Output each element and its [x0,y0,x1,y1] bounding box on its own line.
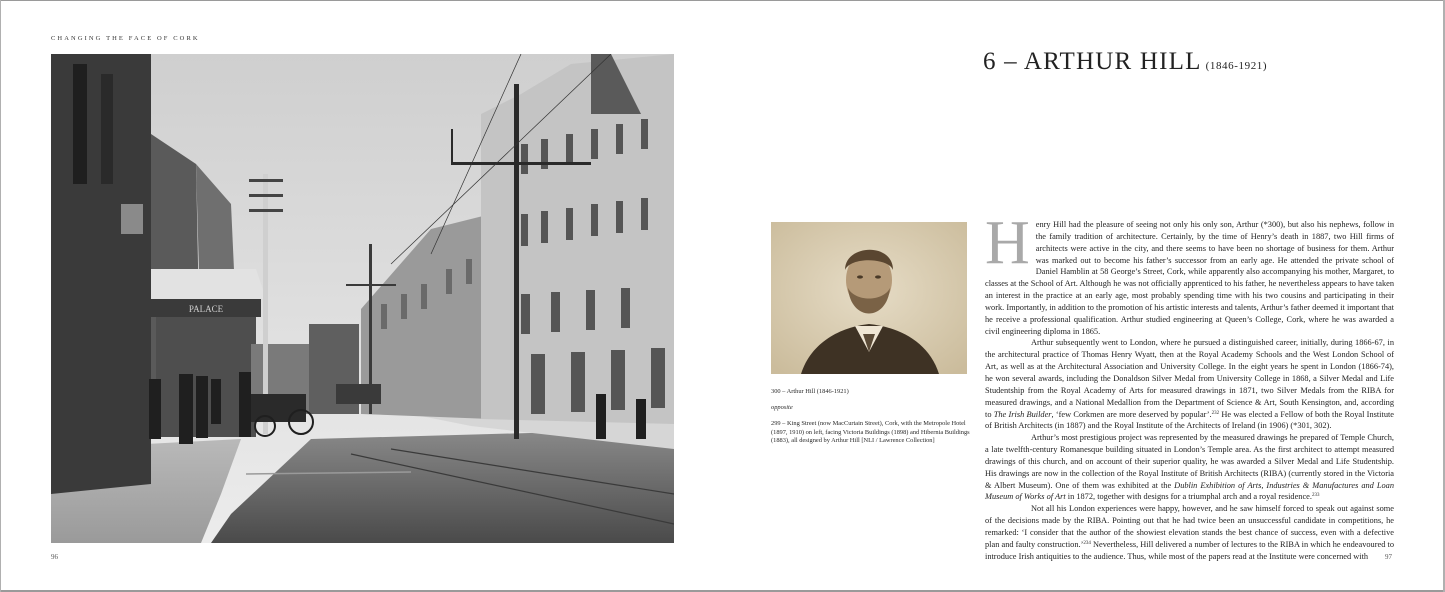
page-number-right: 97 [1385,553,1392,561]
paragraph-4-text-a: Not all his London experiences were happy, however, and he saw himself forced to speak out against some of the decisions made by the RIBA. Pointing out that he had twice been an unsuccessful candidate in competitions, he remarked: ‘I consider that the author of the showiest elevation stands the best chance of success, even with a defective plan and faulty construction.’ [985,504,1394,549]
paragraph-1-text: enry Hill had the pleasure of seeing not only his only son, Arthur (*300), but also his nephews, follow in the family tradition of architecture. Certainly, by the time of Henry’s death in 1887, two Hill firms of architects were active in the city, and there seems to have been no shortage of business for them. Arthur was marked out to become his father’s successor from an early age. He attended the private school of Daniel Hamblin at 58 George’s Street, Cork, while apparently also accompanying his mother, Margaret, to classes at the School of Art. Although he was not officially apprenticed to his father, he nevertheless appears to have taken an interest in the practice at an early age, most probably spending time with his two cousins and participating in their work. Importantly, in addition to the promotion of his artistic interests and talents, Arthur’s father deemed it important that he receive a professional qualification. Arthur studied engineering at Queen’s College, Cork, where he was awarded a civil engineering diploma in 1865. [985,220,1394,336]
figure-captions [771,388,971,445]
page-number-left: 96 [51,553,58,561]
chapter-body-text [985,209,1395,562]
chapter-title [983,48,1267,76]
chapter-dates: (1846-1921) [1205,60,1268,72]
paragraph-3 [985,432,1394,503]
footnote-ref[interactable]: 232 [1211,410,1220,416]
paragraph-1 [985,209,1394,337]
paragraph-4 [985,503,1394,562]
paragraph-2-text-a: Arthur subsequently went to London, where he pursued a distinguished career, initially, during 1866-67, in the architectural practice of Thomas Henry Wyatt, then at the Royal Academy Schools and the West London School of Art, as well as at the Architectural Association and University College. In the eight years he spent in London (1866-74), he won several awards, including the Donaldson Silver Medal from University College in 1868, a Silver Medal and Life Studentship from the Royal Academy of Arts for measured drawings in 1871, two Silver Medals from the RIBA for measured drawings, and a National Medallion from the Department of Science & Art, South Kensington, and, according to [985,338,1394,419]
paragraph-4-text-b: Nevertheless, Hill delivered a number of lectures to the RIBA in which he endeavoured to introduce Irish antiquities to the audience. Thus, while most of the papers read at the Institute were concerned with [985,539,1394,561]
publication-title: The Irish Builder [993,409,1052,419]
page-frame-left [0,0,1,592]
palace-sign-text: PALACE [188,304,224,314]
running-head: CHANGING THE FACE OF CORK [51,35,200,42]
portrait-photograph [771,222,967,374]
street-photograph [51,54,674,543]
paragraph-2-text-c: He was elected a Fellow of both the Royal Institute of British Architects (in 1887) and the Royal Institute of the Architects of Ireland (in 1906) (*301, 302). [985,409,1395,431]
paragraph-3-text-a: Arthur’s most prestigious project was represented by the measured drawings he prepared of Temple Church, a late twelfth-century Romanesque building situated in London’s Temple area. As the first architect to attempt measured drawings of this church, and on account of their superior quality, he was awarded a Silver Medal and Life Studentship. His drawings are now in the collection of the Royal Institute of British Architects (RIBA) (currently stored in the Victoria & Albert Museum). One of them was exhibited at the [985,433,1394,490]
portrait-caption: 300 – Arthur Hill (1846-1921) [771,388,849,395]
paragraph-3-text-b: in 1872, together with designs for a triumphal arch and a royal residence. [1065,492,1312,502]
paragraph-2-text-b: , ‘few Corkmen are more deserved by popular’. [1051,409,1212,419]
chapter-number-title: 6 – ARTHUR HILL [983,48,1202,75]
footnote-ref[interactable]: 233 [1311,493,1320,499]
exhibition-title: Dublin Exhibition of Arts, Industries & Manufactures and Loan Museum of Works of Art [985,480,1394,502]
paragraph-2 [985,337,1394,432]
drop-cap: H [985,209,1030,277]
page-frame-top [0,0,1445,1]
street-photo-caption: 299 – King Street (now MacCurtain Street), Cork, with the Metropole Hotel (1897, 1910) on left, facing Victoria Buildings (1898) and Hibernia Buildings (1883), all designed by Arthur Hill [NLI / Lawrence Collection] [771,420,970,444]
opposite-label: opposite [771,404,793,412]
footnote-ref[interactable]: 234 [1083,540,1091,546]
